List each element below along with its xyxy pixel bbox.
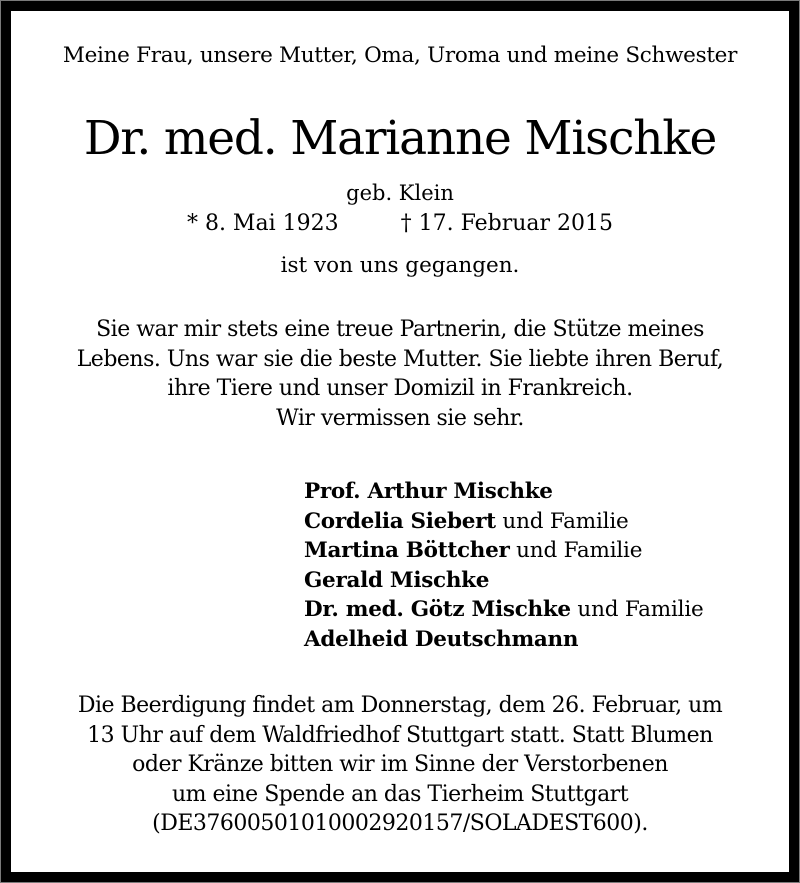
- tribute-line: ihre Tiere und unser Domizil in Frankreich.: [167, 376, 633, 401]
- mourner-suffix: und Familie: [570, 597, 704, 622]
- tribute-line: Wir vermissen sie sehr.: [276, 405, 524, 431]
- funeral-line: oder Kränze bitten wir im Sinne der Verstorbenen: [132, 752, 668, 777]
- mourner-name: Cordelia Siebert: [304, 508, 496, 534]
- funeral-line: (DE37600501010002920157/SOLADEST600).: [152, 811, 648, 836]
- birth-date: * 8. Mai 1923: [186, 211, 339, 236]
- mourner: [304, 477, 704, 507]
- mourner-name: Prof. Arthur Mischke: [304, 479, 553, 504]
- funeral-line: 13 Uhr auf dem Waldfriedhof Stuttgart statt. Statt Blumen: [87, 722, 713, 748]
- tribute-paragraph: [11, 315, 789, 433]
- mourner-name: Dr. med. Götz Mischke: [304, 597, 571, 622]
- mourner-suffix: und Familie: [495, 508, 629, 534]
- mourners-list: [304, 477, 704, 654]
- mourner: [304, 595, 704, 625]
- intro-line: Meine Frau, unsere Mutter, Oma, Uroma und meine Schwester: [62, 43, 738, 68]
- deceased-name: Dr. med. Marianne Mischke: [83, 111, 717, 166]
- funeral-paragraph: [11, 691, 789, 839]
- funeral-line: Die Beerdigung findet am Donnerstag, dem 26. Februar, um: [77, 693, 723, 718]
- tribute-line: Sie war mir stets eine treue Partnerin, die Stütze meines: [96, 317, 704, 342]
- mourner-suffix: und Familie: [509, 538, 643, 563]
- tribute-line: Lebens. Uns war sie die beste Mutter. Sie liebte ihren Beruf,: [76, 346, 724, 372]
- mourner-name: Gerald Mischke: [304, 567, 490, 593]
- mourner: [304, 507, 704, 537]
- death-date: † 17. Februar 2015: [400, 211, 614, 236]
- mourner: [304, 625, 704, 655]
- mourner-name: Martina Böttcher: [304, 538, 510, 563]
- mourner: [304, 566, 704, 596]
- life-dates: [11, 211, 789, 236]
- maiden-name: geb. Klein: [346, 181, 454, 205]
- mourner: [304, 536, 704, 566]
- mourner-name: Adelheid Deutschmann: [304, 626, 579, 652]
- passed-line: ist von uns gegangen.: [280, 253, 520, 278]
- funeral-line: um eine Spende an das Tierheim Stuttgart: [171, 781, 629, 807]
- obituary-notice: [1, 1, 799, 882]
